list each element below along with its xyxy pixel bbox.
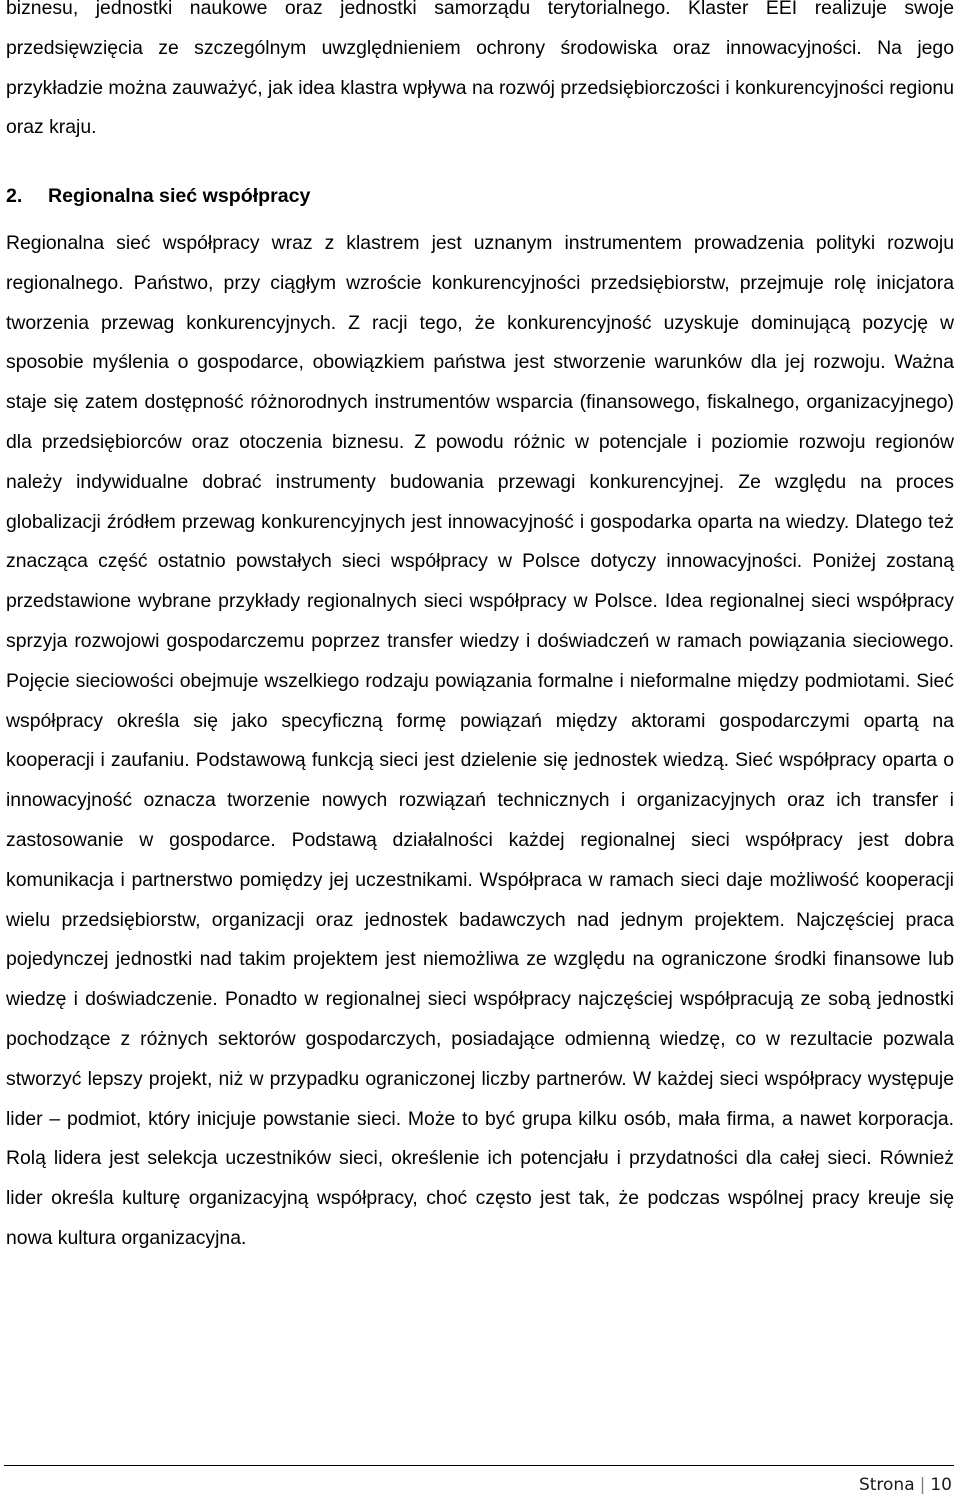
section-title: Regionalna sieć współpracy <box>48 185 311 207</box>
section-number: 2. <box>6 185 23 207</box>
footer-divider <box>4 1465 954 1466</box>
footer-separator: | <box>919 1475 926 1495</box>
intro-paragraph: biznesu, jednostki naukowe oraz jednostki samorządu terytorialnego. Klaster EEI realizuje swoje przedsięwzięcia ze szczególnym uwzględnieniem ochrony środowiska oraz innowacyjności. Na jego przykładzie można zauważyć, jak idea klastra wpływa na rozwój przedsiębiorczości i konkurencyjności regionu oraz kraju. <box>6 0 954 139</box>
main-paragraph: Regionalna sieć współpracy wraz z klastrem jest uznanym instrumentem prowadzenia polityki rozwoju regionalnego. Państwo, przy ciągłym wzroście konkurencyjności przedsiębiorstw, przejmuje rolę inicjatora tworzenia przewag konkurencyjnych. Z racji tego, że konkurencyjność uzyskuje dominującą pozycję w sposobie myślenia o gospodarce, obowiązkiem państwa jest stworzenie warunków dla jej rozwoju. Ważna staje się zatem dostępność różnorodnych instrumentów wsparcia (finansowego, fiskalnego, organizacyjnego) dla przedsiębiorców oraz otoczenia biznesu. Z powodu różnic w potencjale i poziomie rozwoju regionów należy indywidualne dobrać instrumenty budowania przewagi konkurencyjnej. Ze względu na proces globalizacji źródłem przewag konkurencyjnych jest innowacyjność i gospodarka oparta na wiedzy. Dlatego też znacząca część ostatnio powstałych sieci współpracy w Polsce dotyczy innowacyjności. Poniżej zostaną przedstawione wybrane przykłady regionalnych sieci współpracy w Polsce. Idea regionalnej sieci współpracy sprzyja rozwojowi gospodarczemu poprzez transfer wiedzy i doświadczeń w ramach powiązania sieciowego. Pojęcie sieciowości obejmuje wszelkiego rodzaju powiązania formalne i nieformalne między podmiotami. Sieć współpracy określa się jako specyficzną formę powiązań między aktorami gospodarczymi opartą na kooperacji i zaufaniu. Podstawową funkcją sieci jest dzielenie się jednostek wiedzą. Sieć współpracy oparta o innowacyjność oznacza tworzenie nowych rozwiązań technicznych i organizacyjnych oraz ich transfer i zastosowanie w gospodarce. Podstawą działalności każdej regionalnej sieci współpracy jest dobra komunikacja i partnerstwo pomiędzy jej uczestnikami. Współpraca w ramach sieci daje możliwość kooperacji wielu przedsiębiorstw, organizacji oraz jednostek badawczych nad jednym projektem. Najczęściej praca pojedynczej jednostki nad takim projektem jest niemożliwa ze względu na ograniczone środki finansowe lub wiedzę i doświadczenie. Ponadto w regionalnej sieci współpracy najczęściej współpracują ze sobą jednostki pochodzące z różnych sektorów gospodarczych, posiadające odmienną wiedzę, co w rezultacie pozwala stworzyć lepszy projekt, niż w przypadku ograniczonej liczby partnerów. W każdej sieci współpracy występuje lider – podmiot, który inicjuje powstanie sieci. Może to być grupa kilku osób, mała firma, a nawet korporacja. Rolą lidera jest selekcja uczestników sieci, określenie ich potencjału i przydatności dla całej sieci. Również lider określa kulturę organizacyjną współpracy, choć często jest tak, że podczas wspólnej pracy kreuje się nowa kultura organizacyjna. <box>6 232 954 1249</box>
footer-page-number: 10 <box>930 1475 952 1495</box>
footer-page-label: Strona <box>858 1475 915 1495</box>
section-heading <box>6 177 310 217</box>
page-footer <box>859 1473 952 1497</box>
